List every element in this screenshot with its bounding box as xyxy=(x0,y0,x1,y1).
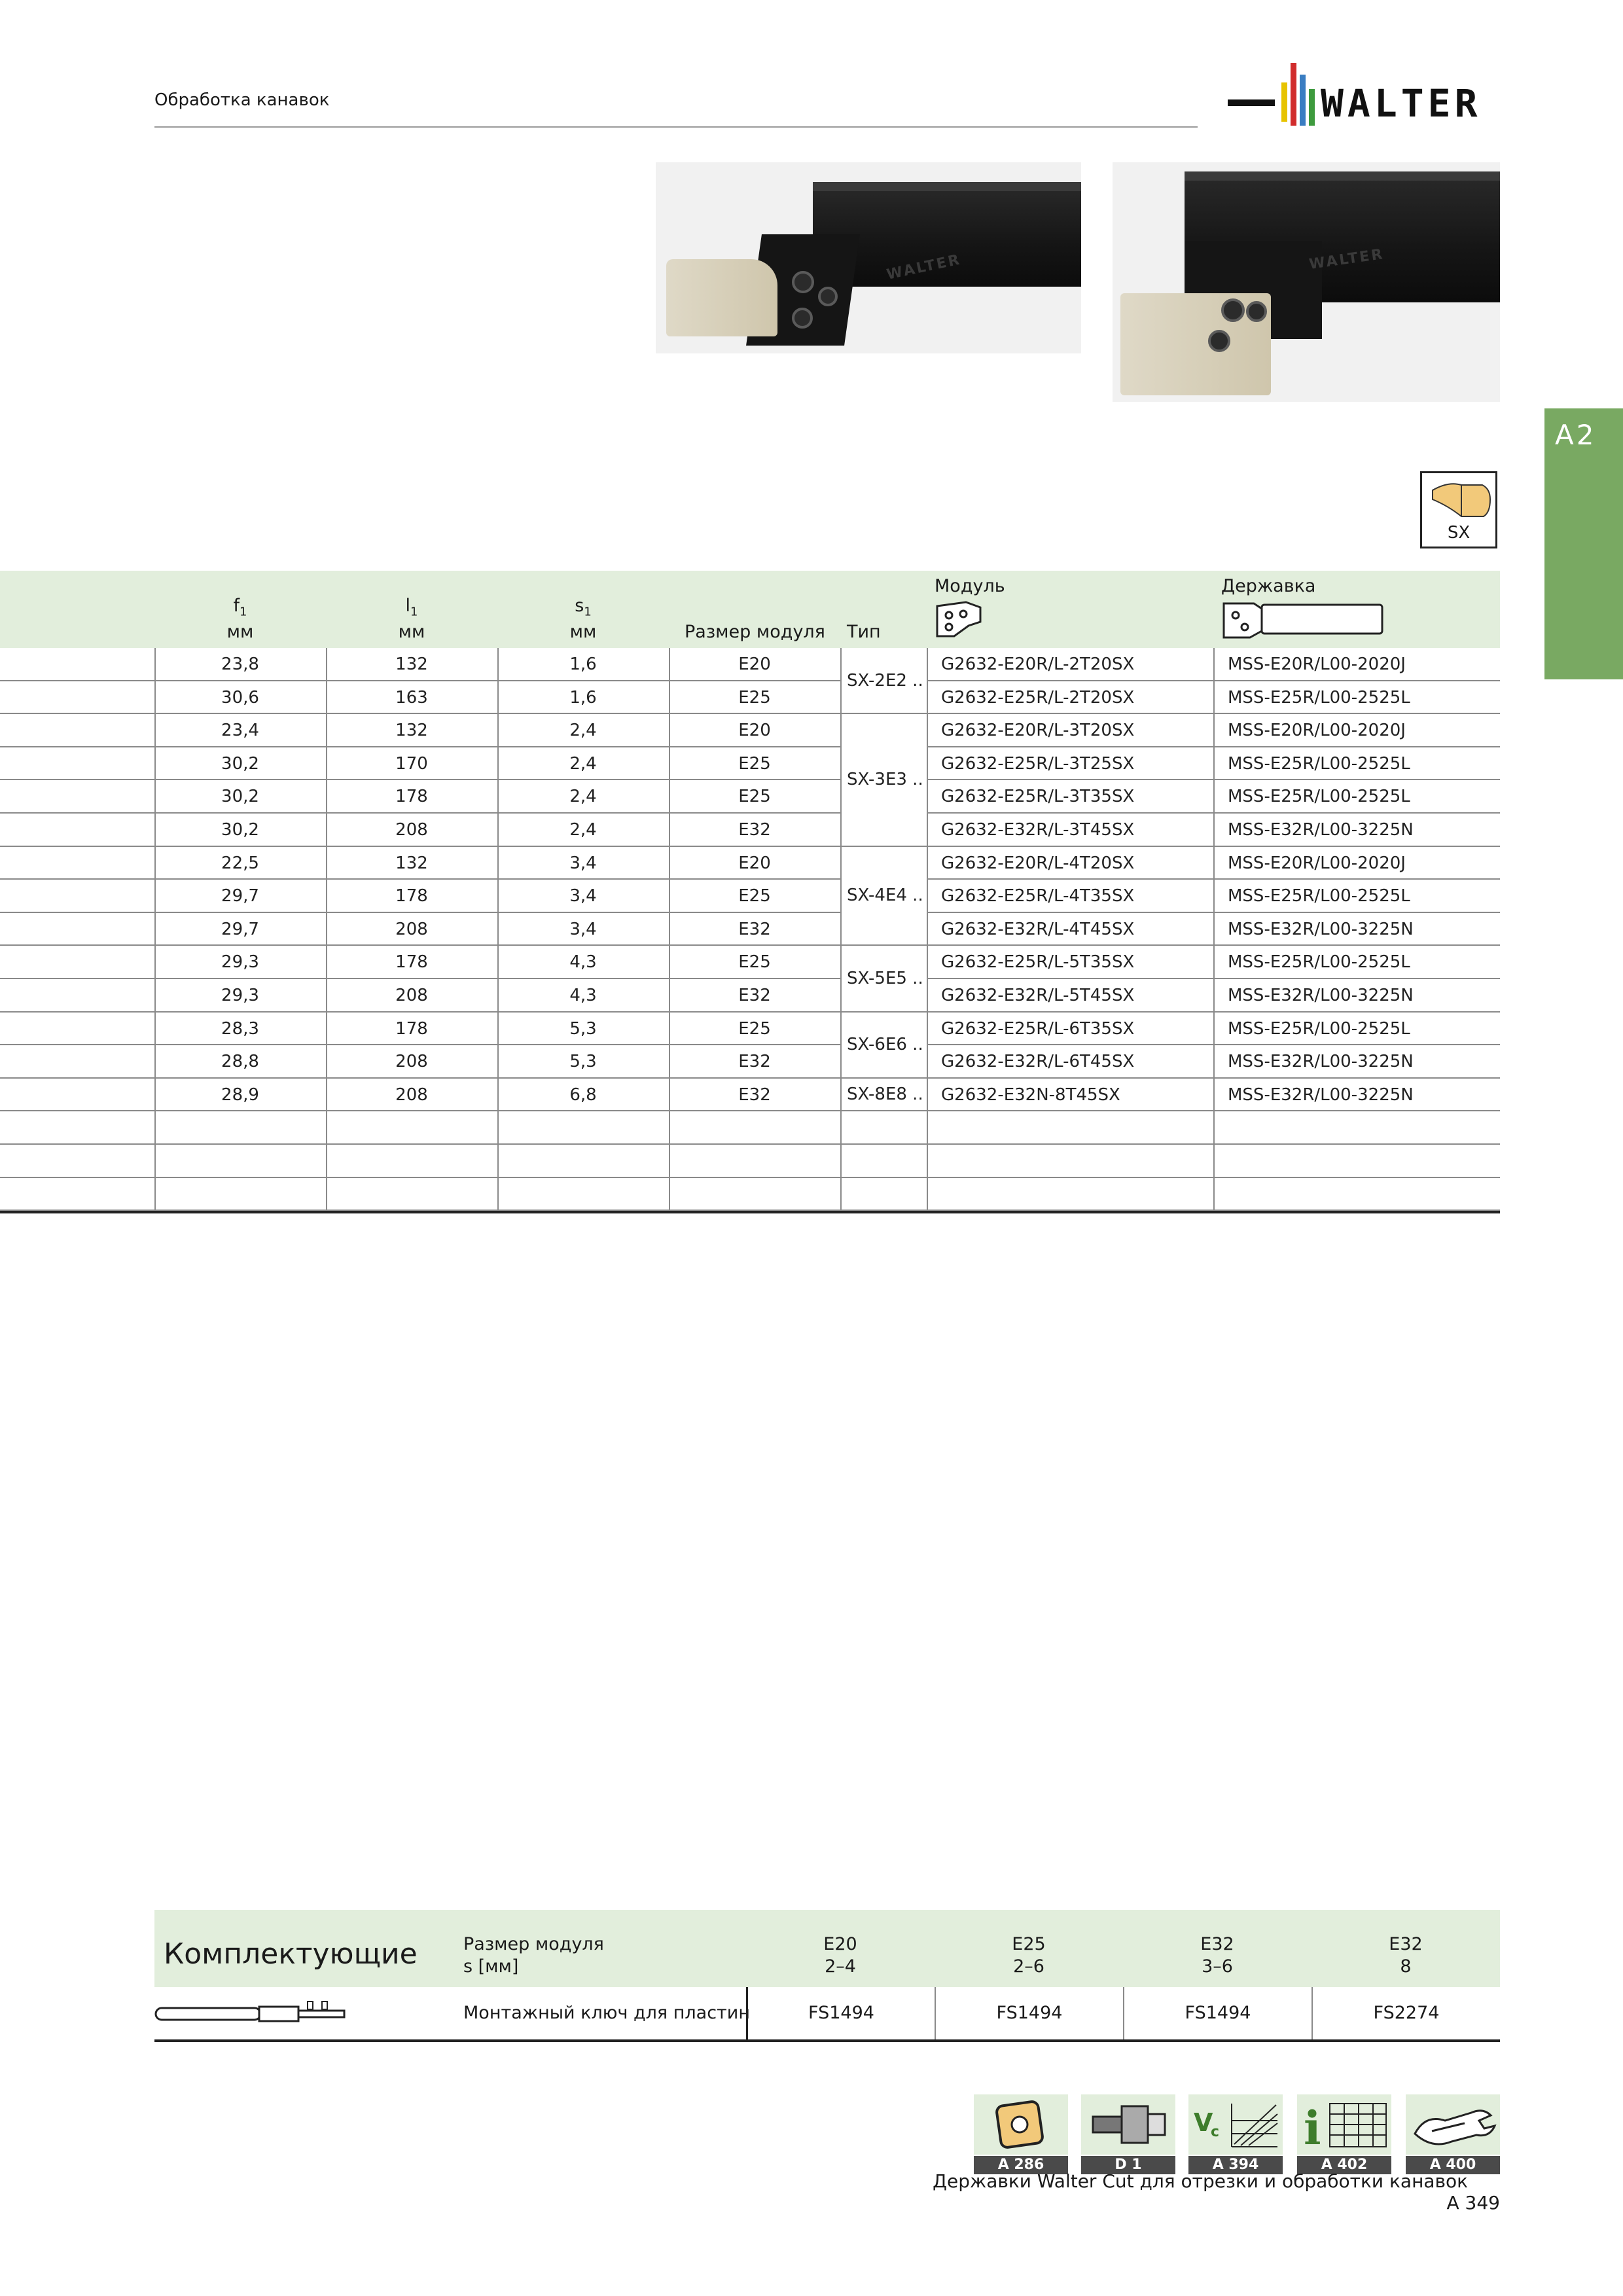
accessories-value: FS1494 xyxy=(935,1987,1123,2039)
accessories-col-size: E32 xyxy=(1389,1934,1423,1954)
svg-text:i: i xyxy=(1304,2101,1321,2155)
table-bottom-rule xyxy=(0,1211,1500,1213)
info-table-icon xyxy=(1297,2094,1391,2155)
cell-size: E20 xyxy=(738,721,771,741)
table-row xyxy=(0,979,1500,1013)
section-tab-a2[interactable] xyxy=(1544,408,1623,679)
footer xyxy=(916,2170,1500,2214)
accessories-size-label: Размер модуля xyxy=(463,1934,604,1954)
cell-size: E25 xyxy=(738,952,771,973)
section-tab-label: A2 xyxy=(1555,419,1597,451)
cell-s1: 6,8 xyxy=(569,1085,597,1105)
cell-l1: 178 xyxy=(395,886,428,906)
svg-text:c: c xyxy=(1211,2124,1220,2140)
accessories-value: FS1494 xyxy=(1123,1987,1311,2039)
cell-size: E20 xyxy=(738,655,771,674)
table-row xyxy=(0,847,1500,880)
cell-module: G2632-E20R/L-4T20SX xyxy=(941,853,1135,873)
cell-l1 xyxy=(326,1145,497,1178)
header-s1-symbol: s xyxy=(575,596,584,616)
walter-logo xyxy=(1228,63,1500,126)
cell-l1 xyxy=(326,1111,497,1145)
table-row xyxy=(0,1045,1500,1079)
cell-f1: 28,8 xyxy=(221,1052,259,1072)
accessories-col-size: E25 xyxy=(1012,1934,1046,1954)
product-photo-holder-1: WALTER xyxy=(656,162,1081,353)
header-l1-unit: мм xyxy=(398,622,425,642)
sx-icon-label: SX xyxy=(1447,523,1471,543)
type-divider xyxy=(840,846,927,847)
table-row xyxy=(0,814,1500,847)
cell-size: E32 xyxy=(738,919,771,939)
cell-holder: MSS-E25R/L00-2525L xyxy=(1228,753,1410,774)
cell-module: G2632-E25R/L-2T20SX xyxy=(941,687,1135,708)
header-type: Тип xyxy=(847,622,881,642)
cell-holder: MSS-E25R/L00-2525L xyxy=(1228,886,1410,906)
accessories-col-range: 2–4 xyxy=(825,1956,856,1977)
cell-l1: 132 xyxy=(395,655,428,674)
cell-holder xyxy=(1228,1145,1507,1178)
cell-s1: 5,3 xyxy=(569,1018,597,1039)
holder-icon xyxy=(1221,601,1386,640)
insert-icon xyxy=(974,2094,1068,2155)
cell-l1: 208 xyxy=(395,919,428,939)
cell-module: G2632-E32R/L-4T45SX xyxy=(941,919,1135,939)
header-module-size: Размер модуля xyxy=(685,622,825,642)
cell-module: G2632-E20R/L-3T20SX xyxy=(941,721,1135,741)
reference-page-label: D 1 xyxy=(1081,2156,1175,2174)
cell-l1: 170 xyxy=(395,753,428,774)
cell-l1: 163 xyxy=(395,687,428,708)
table-row xyxy=(0,1079,1500,1112)
cell-l1: 208 xyxy=(395,1052,428,1072)
cell-type: SX-4E4 .. xyxy=(842,847,927,945)
cell-module: G2632-E32R/L-5T45SX xyxy=(941,986,1135,1005)
cell-holder: MSS-E25R/L00-2525L xyxy=(1228,787,1410,807)
cell-type: SX-2E2 .. xyxy=(842,648,927,713)
column-divider xyxy=(927,648,928,1211)
cell-l1: 178 xyxy=(395,952,428,973)
cell-module: G2632-E25R/L-3T25SX xyxy=(941,753,1135,774)
cell-module: G2632-E25R/L-4T35SX xyxy=(941,886,1135,906)
cell-holder: MSS-E25R/L00-2525L xyxy=(1228,1018,1410,1039)
cell-module: G2632-E20R/L-2T20SX xyxy=(941,655,1135,674)
cell-holder: MSS-E32R/L00-3225N xyxy=(1228,986,1414,1005)
cell-l1 xyxy=(326,1178,497,1211)
cell-type: SX-5E5 .. xyxy=(842,946,927,1011)
cell-holder: MSS-E25R/L00-2525L xyxy=(1228,952,1410,973)
cell-module xyxy=(941,1178,1226,1211)
cell-f1 xyxy=(154,1145,326,1178)
cell-s1: 3,4 xyxy=(569,886,597,906)
accessories-row xyxy=(154,1987,1500,2042)
cell-s1 xyxy=(497,1111,669,1145)
reference-page-label: A 402 xyxy=(1297,2156,1391,2174)
product-table-body xyxy=(0,648,1500,1211)
cell-holder: MSS-E32R/L00-3225N xyxy=(1228,1085,1414,1105)
logo-dash xyxy=(1228,99,1275,106)
logo-bar-yellow xyxy=(1281,82,1287,122)
table-row xyxy=(0,714,1500,747)
cell-size: E32 xyxy=(738,1085,771,1105)
header-l1 xyxy=(326,596,497,619)
logo-text: WALTER xyxy=(1321,81,1482,126)
reference-holder-link[interactable] xyxy=(1081,2094,1175,2174)
cell-holder: MSS-E20R/L00-2020J xyxy=(1228,853,1406,873)
key-tool-icon xyxy=(154,1999,351,2032)
cell-size: E32 xyxy=(738,820,771,840)
cell-module: G2632-E25R/L-6T35SX xyxy=(941,1018,1135,1039)
svg-text:V: V xyxy=(1194,2108,1213,2137)
cell-f1: 30,6 xyxy=(221,687,259,708)
cell-size xyxy=(669,1111,840,1145)
cell-l1: 178 xyxy=(395,1018,428,1039)
header-l1-sub: 1 xyxy=(410,605,418,619)
header-holder: Державка xyxy=(1221,576,1316,596)
cell-f1: 30,2 xyxy=(221,753,259,774)
cell-type: SX-3E3 .. xyxy=(842,714,927,845)
accessories-value: FS1494 xyxy=(746,1987,935,2039)
reference-page-label: A 286 xyxy=(974,2156,1068,2174)
header-f1-sub: 1 xyxy=(240,605,247,619)
reference-wrench-link[interactable] xyxy=(1406,2094,1500,2174)
table-row xyxy=(0,648,1500,681)
cell-s1 xyxy=(497,1178,669,1211)
cell-f1 xyxy=(154,1178,326,1211)
cell-holder: MSS-E32R/L00-3225N xyxy=(1228,1052,1414,1072)
cell-l1: 208 xyxy=(395,1085,428,1105)
cell-l1: 178 xyxy=(395,787,428,807)
type-divider xyxy=(840,1110,927,1111)
table-row xyxy=(0,1178,1500,1211)
cutting-data-icon xyxy=(1188,2094,1283,2155)
table-row xyxy=(0,1111,1500,1145)
cell-f1: 29,7 xyxy=(221,886,259,906)
cell-holder: MSS-E20R/L00-2020J xyxy=(1228,655,1406,674)
table-row xyxy=(0,681,1500,715)
cell-holder: MSS-E25R/L00-2525L xyxy=(1228,687,1410,708)
column-divider xyxy=(326,648,327,1211)
reference-page-label: A 394 xyxy=(1188,2156,1283,2174)
cell-f1: 23,4 xyxy=(221,721,259,741)
header-module: Модуль xyxy=(935,576,1005,596)
cell-f1: 30,2 xyxy=(221,787,259,807)
cell-holder xyxy=(1228,1111,1507,1145)
cell-module: G2632-E25R/L-5T35SX xyxy=(941,952,1135,973)
holder-icon xyxy=(1081,2094,1175,2155)
accessories-s-label: s [мм] xyxy=(463,1956,519,1977)
cell-s1: 3,4 xyxy=(569,853,597,873)
cell-f1: 28,3 xyxy=(221,1018,259,1039)
cell-f1: 29,7 xyxy=(221,919,259,939)
column-divider xyxy=(669,648,670,1211)
accessories-value: FS2274 xyxy=(1311,1987,1500,2039)
cell-s1: 1,6 xyxy=(569,655,597,674)
grooving-insert-icon xyxy=(1420,471,1497,548)
cell-f1 xyxy=(154,1111,326,1145)
cell-f1: 29,3 xyxy=(221,986,259,1005)
table-row xyxy=(0,913,1500,946)
accessories-header xyxy=(154,1910,1500,1987)
accessories-col-size: E20 xyxy=(823,1934,857,1954)
column-divider xyxy=(1213,648,1215,1211)
cell-s1: 2,4 xyxy=(569,787,597,807)
reference-insert-link[interactable] xyxy=(974,2094,1068,2174)
section-title: Обработка канавок xyxy=(154,90,330,110)
cell-size xyxy=(669,1178,840,1211)
page-number: A 349 xyxy=(1446,2192,1500,2214)
cell-s1: 1,6 xyxy=(569,687,597,708)
header-f1-symbol: f xyxy=(233,596,240,616)
cell-module xyxy=(941,1145,1226,1178)
logo-bar-red xyxy=(1291,63,1296,126)
cell-holder: MSS-E32R/L00-3225N xyxy=(1228,820,1414,840)
cell-s1 xyxy=(497,1145,669,1178)
cell-s1: 5,3 xyxy=(569,1052,597,1072)
cell-module: G2632-E32R/L-6T45SX xyxy=(941,1052,1135,1072)
header-s1 xyxy=(497,596,669,619)
type-divider xyxy=(840,1011,927,1013)
header-f1-unit: мм xyxy=(226,622,254,642)
cell-s1: 4,3 xyxy=(569,986,597,1005)
cell-size: E32 xyxy=(738,986,771,1005)
header-s1-sub: 1 xyxy=(584,605,592,619)
type-divider xyxy=(840,1077,927,1079)
wrench-icon xyxy=(1406,2094,1500,2155)
cell-size: E32 xyxy=(738,1052,771,1072)
reference-cutting-data-link[interactable] xyxy=(1188,2094,1283,2174)
cell-s1: 2,4 xyxy=(569,721,597,741)
table-row xyxy=(0,747,1500,781)
logo-bar-green xyxy=(1309,89,1315,126)
cell-l1: 208 xyxy=(395,820,428,840)
reference-page-label: A 400 xyxy=(1406,2156,1500,2174)
table-row xyxy=(0,780,1500,814)
table-row xyxy=(0,946,1500,979)
accessories-title: Комплектующие xyxy=(164,1937,418,1971)
cell-module: G2632-E25R/L-3T35SX xyxy=(941,787,1135,807)
footer-text: Державки Walter Cut для отрезки и обработки канавок xyxy=(933,2170,1469,2192)
product-photo-holder-2: WALTER xyxy=(1113,162,1500,402)
type-divider xyxy=(840,713,927,714)
cell-s1: 2,4 xyxy=(569,820,597,840)
accessories-col-size: E32 xyxy=(1200,1934,1234,1954)
logo-bar-blue xyxy=(1300,75,1306,126)
cell-size: E25 xyxy=(738,753,771,774)
module-icon xyxy=(935,600,984,639)
accessories-col-range: 2–6 xyxy=(1013,1956,1044,1977)
cell-size: E25 xyxy=(738,687,771,708)
cell-l1: 132 xyxy=(395,853,428,873)
cell-holder xyxy=(1228,1178,1507,1211)
table-row xyxy=(0,1145,1500,1178)
cell-size: E20 xyxy=(738,853,771,873)
table-row xyxy=(0,880,1500,913)
cell-size xyxy=(669,1145,840,1178)
column-divider xyxy=(497,648,499,1211)
cell-module: G2632-E32R/L-3T45SX xyxy=(941,820,1135,840)
table-row xyxy=(0,1013,1500,1046)
cell-s1: 3,4 xyxy=(569,919,597,939)
cell-l1: 132 xyxy=(395,721,428,741)
cell-f1: 23,8 xyxy=(221,655,259,674)
cell-f1: 30,2 xyxy=(221,820,259,840)
accessories-item-label: Монтажный ключ для пластин xyxy=(463,2003,750,2023)
cell-type: SX-8E8 .. xyxy=(842,1079,927,1111)
cell-module: G2632-E32N-8T45SX xyxy=(941,1085,1120,1105)
accessories-col-range: 3–6 xyxy=(1202,1956,1233,1977)
cell-holder: MSS-E32R/L00-3225N xyxy=(1228,919,1414,939)
cell-type: SX-6E6 .. xyxy=(842,1013,927,1077)
header-l1-symbol: l xyxy=(405,596,411,616)
reference-info-table-link[interactable] xyxy=(1297,2094,1391,2174)
header-s1-unit: мм xyxy=(569,622,597,642)
accessories-col-range: 8 xyxy=(1400,1956,1412,1977)
cell-s1: 2,4 xyxy=(569,753,597,774)
cell-holder: MSS-E20R/L00-2020J xyxy=(1228,721,1406,741)
header-f1 xyxy=(154,596,326,619)
cell-size: E25 xyxy=(738,1018,771,1039)
insert-shape-icon xyxy=(1422,476,1495,522)
product-table-header xyxy=(0,571,1500,648)
cell-size: E25 xyxy=(738,787,771,807)
cell-s1: 4,3 xyxy=(569,952,597,973)
cell-size: E25 xyxy=(738,886,771,906)
type-divider xyxy=(840,944,927,946)
cell-f1: 22,5 xyxy=(221,853,259,873)
cell-f1: 29,3 xyxy=(221,952,259,973)
cell-l1: 208 xyxy=(395,986,428,1005)
column-divider xyxy=(154,648,156,1211)
header-rule xyxy=(154,126,1198,128)
cell-f1: 28,9 xyxy=(221,1085,259,1105)
cell-module xyxy=(941,1111,1226,1145)
